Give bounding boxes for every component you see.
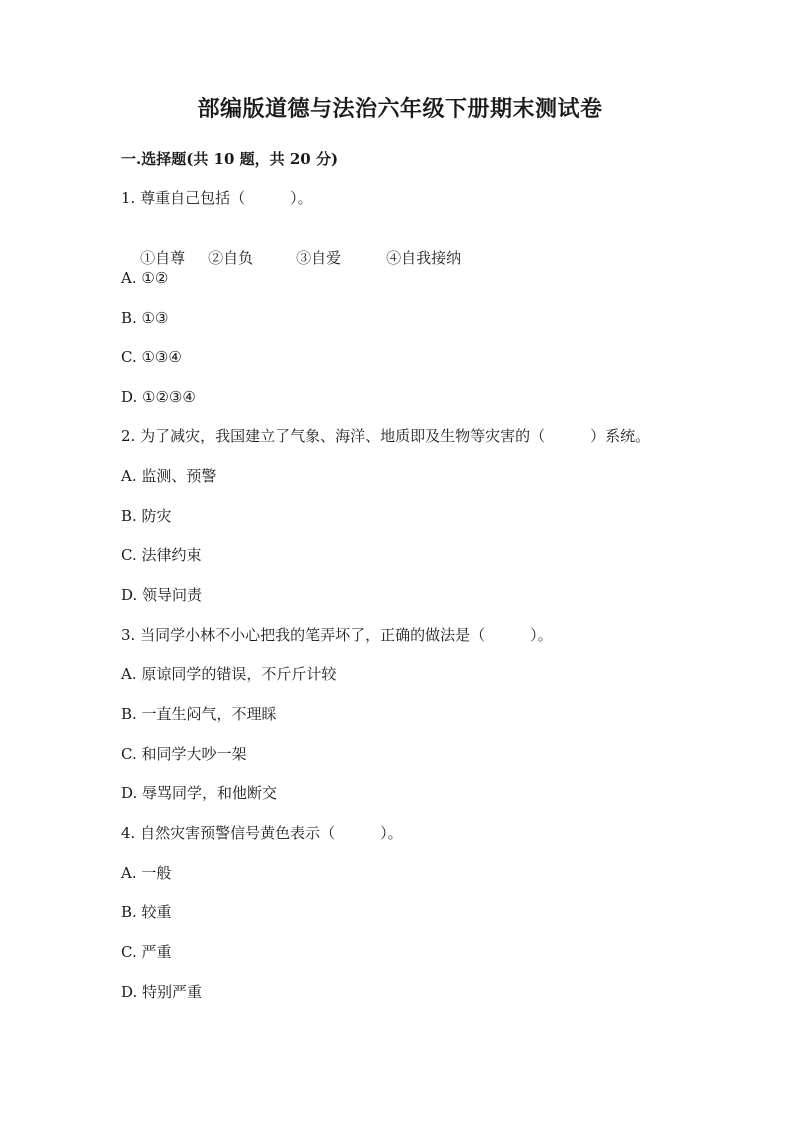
question-4-option-b: B. 较重 — [121, 903, 172, 921]
question-1-option-b: B. ①③ — [121, 309, 169, 327]
question-2-stem: 2. 为了减灾，我国建立了气象、海洋、地质即及生物等灾害的（ ）系统。 — [121, 427, 651, 445]
question-4-stem: 4. 自然灾害预警信号黄色表示（ ）。 — [121, 824, 403, 842]
question-3-option-b: B. 一直生闷气，不理睬 — [121, 705, 277, 723]
question-1-option-c: C. ①③④ — [121, 348, 182, 366]
question-4-option-d: D. 特别严重 — [121, 983, 203, 1001]
question-2-option-a: A. 监测、预警 — [121, 467, 217, 485]
question-1-item: ④自我接纳 — [386, 249, 462, 267]
section-heading: 一.选择题(共 10 题，共 20 分) — [121, 150, 339, 168]
question-4-option-a: A. 一般 — [121, 864, 172, 882]
page-title: 部编版道德与法治六年级下册期末测试卷 — [197, 96, 603, 122]
question-4-option-c: C. 严重 — [121, 943, 172, 961]
question-3-option-d: D. 辱骂同学，和他断交 — [121, 784, 278, 802]
question-1-option-d: D. ①②③④ — [121, 388, 196, 406]
question-2-option-d: D. 领导问责 — [121, 586, 203, 604]
question-1-option-a: A. ①② — [121, 269, 169, 287]
question-1-item: ③自爱 — [296, 249, 342, 267]
question-3-stem: 3. 当同学小林不小心把我的笔弄坏了，正确的做法是（ ）。 — [121, 626, 553, 644]
question-1-item: ①自尊 — [140, 249, 186, 267]
question-2-option-b: B. 防灾 — [121, 507, 172, 525]
question-2-option-c: C. 法律约束 — [121, 546, 202, 564]
question-1-stem: 1. 尊重自己包括（ ）。 — [121, 189, 313, 207]
question-3-option-c: C. 和同学大吵一架 — [121, 745, 247, 763]
question-3-option-a: A. 原谅同学的错误，不斤斤计较 — [121, 665, 337, 683]
question-1-item: ②自负 — [208, 249, 254, 267]
question-1-items — [121, 228, 461, 288]
